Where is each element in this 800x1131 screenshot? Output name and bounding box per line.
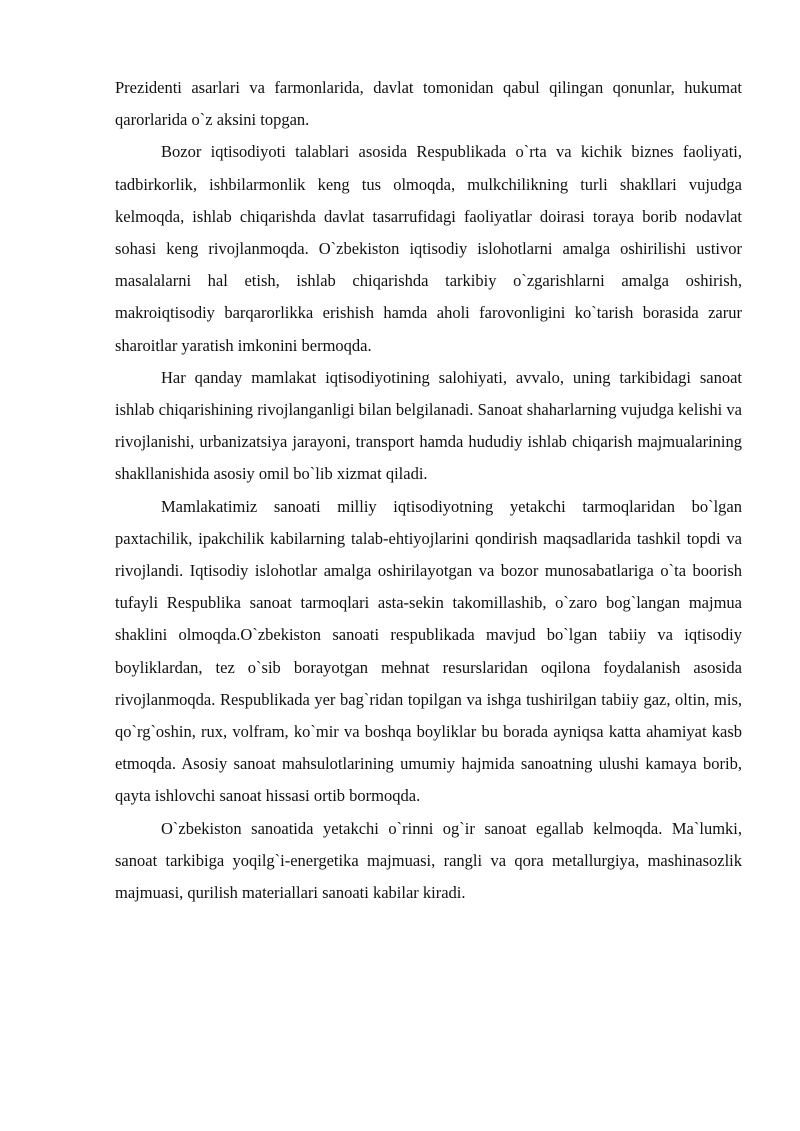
paragraph-4: Mamlakatimiz sanoati milliy iqtisodiyotning yetakchi tarmoqlaridan bo`lgan paxtachilik, ipakchilik kabilarning talab-ehtiyojlarini qondirish maqsadlarida tashkil topdi va rivojlandi. Iqtisodiy islohotlar amalga oshirilayotgan va bozor munosabatlariga o`ta boorish tufayli Respublika sanoat tarmoqlari asta-sekin takomillashib, o`zaro bog`langan majmua shaklini olmoqda.O`zbekiston sanoati respublikada mavjud bo`lgan tabiiy va iqtisodiy boyliklardan, tez o`sib borayotgan mehnat resurslaridan oqilona foydalanish asosida rivojlanmoqda. Respublikada yer bag`ridan topilgan va ishga tushirilgan tabiiy gaz, oltin, mis, qo`rg`oshin, rux, volfram, ko`mir va boshqa boyliklar bu borada ayniqsa katta ahamiyat kasb etmoqda. Asosiy sanoat mahsulotlarining umumiy hajmida sanoatning ulushi kamaya borib, qayta ishlovchi sanoat hissasi ortib bormoqda. [115,496,742,806]
paragraph-1: Prezidenti asarlari va farmonlarida, davlat tomonidan qabul qilingan qonunlar, hukumat qarorlarida o`z aksini topgan. [115,78,742,130]
paragraph-2: Bozor iqtisodiyoti talablari asosida Respublikada o`rta va kichik biznes faoliyati, tadbirkorlik, ishbilarmonlik keng tus olmoqda, mulkchilikning turli shakllari vujudga kelmoqda, ishlab chiqarishda davlat tasarrufidagi faoliyatlar doirasi toraya borib nodavlat sohasi keng rivojlanmoqda. O`zbekiston iqtisodiy islohotlarni amalga oshirilishi ustivor masalalarni hal etish, ishlab chiqarishda tarkibiy o`zgarishlarni amalga oshirish, makroiqtisodiy barqarorlikka erishish hamda aholi farovonligini ko`tarish borasida zarur sharoitlar yaratish imkonini bermoqda. [115,142,742,355]
document-page [115,72,742,909]
paragraph-5: O`zbekiston sanoatida yetakchi o`rinni og`ir sanoat egallab kelmoqda. Ma`lumki, sanoat tarkibiga yoqilg`i-energetika majmuasi, rangli va qora metallurgiya, mashinasozlik majmuasi, qurilish materiallari sanoati kabilar kiradi. [115,818,742,903]
paragraph-3: Har qanday mamlakat iqtisodiyotining salohiyati, avvalo, uning tarkibidagi sanoat ishlab chiqarishining rivojlanganligi bilan belgilanadi. Sanoat shaharlarning vujudga kelishi va rivojlanishi, urbanizatsiya jarayoni, transport hamda hududiy ishlab chiqarish majmualarining shakllanishida asosiy omil bo`lib xizmat qiladi. [115,367,742,484]
